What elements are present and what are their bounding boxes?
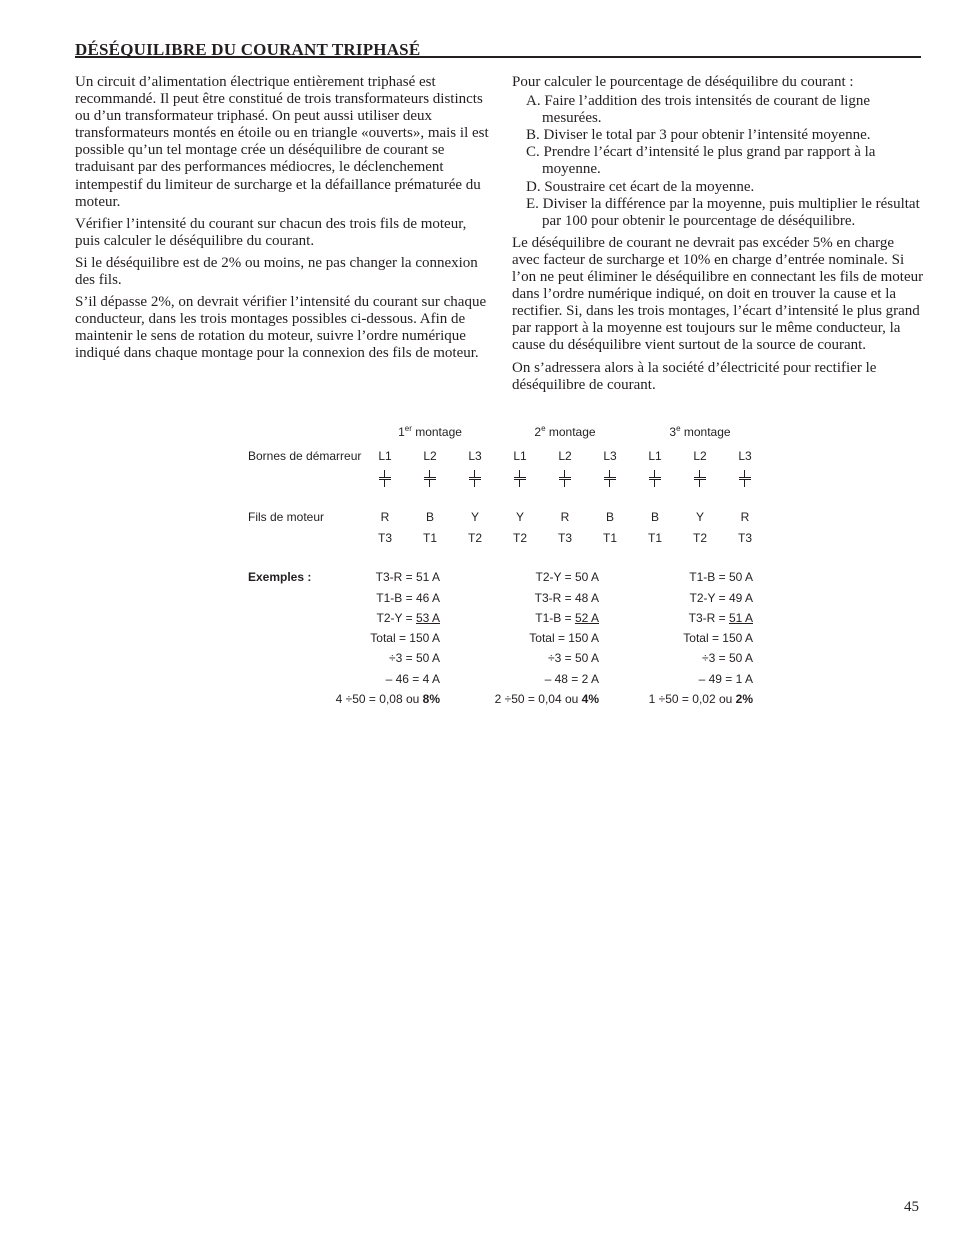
connector-symbol <box>469 470 481 486</box>
wire-color: B <box>650 510 660 524</box>
terminal-label: L3 <box>738 449 752 463</box>
measurement: T3-R = 48 A <box>534 591 599 605</box>
lead-label: T2 <box>467 531 483 545</box>
measurement: T2-Y = 50 A <box>535 570 599 584</box>
steps-intro: Pour calculer le pourcentage de déséquilibre du courant : <box>512 74 854 90</box>
terminal-label: L1 <box>378 449 392 463</box>
examples-label: Exemples : <box>248 570 312 584</box>
connector-symbol <box>739 470 751 486</box>
measurement: T1-B = 50 A <box>689 570 753 584</box>
lead-label: T2 <box>512 531 528 545</box>
wire-color: Y <box>515 510 525 524</box>
connector-symbol <box>379 470 391 486</box>
wire-color: R <box>560 510 570 524</box>
step-item: E. Diviser la différence par la moyenne, puis multiplier le résultat par 100 pour obtenir le pourcentage de déséquilibre. <box>526 195 920 229</box>
setup-heading: 3e montage <box>669 424 731 439</box>
terminal-label: L1 <box>513 449 527 463</box>
wire-color: R <box>380 510 390 524</box>
terminals-row-label: Bornes de démarreur <box>248 449 362 463</box>
connector-symbol <box>604 470 616 486</box>
step-item: C. Prendre l’écart d’intensité le plus grand par rapport à la moyenne. <box>526 144 876 178</box>
measurement: T1-B = 46 A <box>376 591 440 605</box>
wire-color: B <box>605 510 615 524</box>
difference: – 48 = 2 A <box>544 672 599 686</box>
setup-heading: 1er montage <box>398 424 462 439</box>
lead-label: T3 <box>557 531 573 545</box>
result: 2 ÷50 = 0,04 ou 4% <box>494 692 599 706</box>
step-item: B. Diviser le total par 3 pour obtenir l’intensité moyenne. <box>526 127 871 144</box>
terminal-label: L3 <box>468 449 482 463</box>
connector-symbol <box>649 470 661 486</box>
result: 4 ÷50 = 0,08 ou 8% <box>335 692 440 706</box>
lead-label: T1 <box>602 531 618 545</box>
measurement: T2-Y = 53 A <box>376 611 440 625</box>
leads-row-label: Fils de moteur <box>248 510 325 524</box>
lead-label: T3 <box>737 531 753 545</box>
paragraph: On s’adressera alors à la société d’électricité pour rectifier le déséquilibre de courant. <box>512 359 877 393</box>
terminal-label: L2 <box>693 449 707 463</box>
lead-label: T2 <box>692 531 708 545</box>
setup-heading: 2e montage <box>534 424 596 439</box>
average: ÷3 = 50 A <box>702 651 753 665</box>
paragraph: S’il dépasse 2%, on devrait vérifier l’intensité du courant sur chaque conducteur, dans les trois montages possibles ci-dessous. Afin de maintenir le sens de rotation du moteur, suivre l’ordre numérique indiqué dans chaque montage pour la connexion des fils de moteur. <box>75 294 487 362</box>
lead-label: T3 <box>377 531 393 545</box>
measurement: T3-R = 51 A <box>688 611 753 625</box>
paragraph: Si le déséquilibre est de 2% ou moins, ne pas changer la connexion des fils. <box>75 254 478 289</box>
total: Total = 150 A <box>683 631 753 645</box>
wire-color: B <box>425 510 435 524</box>
measurement: T1-B = 52 A <box>535 611 599 625</box>
wire-color: R <box>740 510 750 524</box>
lead-label: T1 <box>422 531 438 545</box>
wire-color: Y <box>470 510 480 524</box>
total: Total = 150 A <box>529 631 599 645</box>
terminal-label: L1 <box>648 449 662 463</box>
measurement: T2-Y = 49 A <box>689 591 753 605</box>
average: ÷3 = 50 A <box>389 651 440 665</box>
wire-color: Y <box>695 510 705 524</box>
paragraph: Un circuit d’alimentation électrique entièrement triphasé est recommandé. Il peut être constitué de trois transformateurs distincts ou d’un transformateur triphasé. On peut aussi utiliser deux transformateurs montés en étoile ou en triangle «ouverts», mais il est possible qu’un tel montage crée un déséquilibre de courant se traduisant par des performances médiocres, le déclenchement intempestif du limiteur de surcharge et la défaillance prématurée du moteur. <box>75 74 489 210</box>
result: 1 ÷50 = 0,02 ou 2% <box>648 692 753 706</box>
connector-symbol <box>514 470 526 486</box>
connector-symbol <box>424 470 436 486</box>
measurement: T3-R = 51 A <box>375 570 440 584</box>
step-item: D. Soustraire cet écart de la moyenne. <box>526 178 755 195</box>
page-number: 45 <box>904 1199 919 1215</box>
terminal-label: L3 <box>603 449 617 463</box>
total: Total = 150 A <box>370 631 440 645</box>
step-item: A. Faire l’addition des trois intensités de courant de ligne mesurées. <box>526 93 871 127</box>
terminal-label: L2 <box>423 449 437 463</box>
average: ÷3 = 50 A <box>548 651 599 665</box>
terminal-label: L2 <box>558 449 572 463</box>
connector-symbol <box>559 470 571 486</box>
difference: – 49 = 1 A <box>698 672 753 686</box>
connector-symbol <box>694 470 706 486</box>
difference: – 46 = 4 A <box>385 672 440 686</box>
paragraph: Le déséquilibre de courant ne devrait pas excéder 5% en charge avec facteur de surcharge et 10% en charge d’entrée nominale. Si l’on ne peut éliminer le déséquilibre en connectant les fils de moteur dans l’ordre numérique indiqué, on doit en trouver la cause et la rectifier. Si, dans les trois montages, l’écart d’intensité le plus grand par rapport à la moyenne est toujours sur le même conducteur, la cause du déséquilibre vient surtout de la source de courant. <box>512 234 924 354</box>
section-title: DÉSÉQUILIBRE DU COURANT TRIPHASÉ <box>75 40 421 59</box>
lead-label: T1 <box>647 531 663 545</box>
paragraph: Vérifier l’intensité du courant sur chacun des trois fils de moteur, puis calculer le déséquilibre du courant. <box>75 215 467 249</box>
